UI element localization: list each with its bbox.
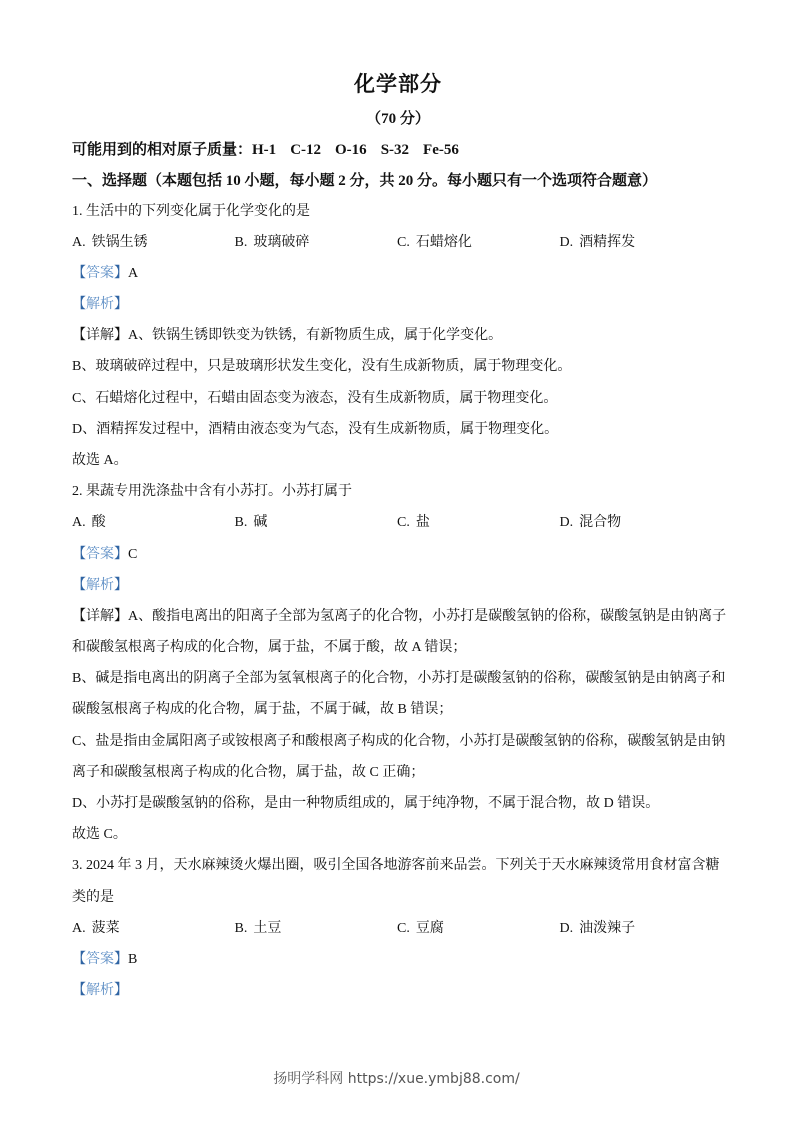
answer-value: A xyxy=(128,266,139,281)
question-2-stem: 2. 果蔬专用洗涤盐中含有小苏打。小苏打属于 xyxy=(72,484,352,499)
question-1-conclusion: 故选 A。 xyxy=(72,453,128,468)
atomic-mass-h: H-1 xyxy=(252,142,277,158)
atomic-mass-o: O-16 xyxy=(335,142,367,158)
question-2-detail-line: 【详解】A、酸指电离出的阳离子全部为氢离子的化合物，小苏打是碳酸氢钠的俗称，碳酸氢钠是由钠离子 xyxy=(72,609,727,624)
question-2-detail-line: B、碱是指电离出的阴离子全部为氢氧根离子的化合物，小苏打是碳酸氢钠的俗称，碳酸氢钠是由钠离子和 xyxy=(72,671,726,686)
question-3-options xyxy=(72,919,724,939)
option-c: C. 豆腐 xyxy=(397,921,444,936)
option-c: C. 石蜡熔化 xyxy=(397,235,472,250)
question-1-detail-line: D、酒精挥发过程中，酒精由液态变为气态，没有生成新物质，属于物理变化。 xyxy=(72,422,559,437)
option-b: B. 碱 xyxy=(234,515,268,530)
question-1-detail-line: B、玻璃破碎过程中，只是玻璃形状发生变化，没有生成新物质，属于物理变化。 xyxy=(72,359,572,374)
question-2-detail-line: 和碳酸氢根离子构成的化合物，属于盐，不属于酸，故 A 错误； xyxy=(72,640,467,655)
option-b: B. 玻璃破碎 xyxy=(234,235,310,250)
option-a: A. 酸 xyxy=(72,515,106,530)
question-1-detail-line: C、石蜡熔化过程中，石蜡由固态变为液态，没有生成新物质，属于物理变化。 xyxy=(72,391,558,406)
question-2-answer: 【答案】C xyxy=(72,547,138,562)
question-2-detail-line: C、盐是指由金属阳离子或铵根离子和酸根离子构成的化合物，小苏打是碳酸氢钠的俗称，碳酸氢钠是由钠 xyxy=(72,734,726,749)
option-b: B. 土豆 xyxy=(234,921,282,936)
question-1-answer: 【答案】A xyxy=(72,266,139,281)
footer-watermark: 扬明学科网 https://xue.ymbj88.com/ xyxy=(273,1071,520,1087)
question-2-detail-line: 碳酸氢根离子构成的化合物，属于盐，不属于碱，故 B 错误； xyxy=(72,702,453,717)
option-d: D. 油泼辣子 xyxy=(559,921,636,936)
option-c: C. 盐 xyxy=(397,515,430,530)
question-2-analysis-label: 【解析】 xyxy=(72,578,128,593)
answer-value: C xyxy=(128,547,138,562)
question-2-detail-line: 离子和碳酸氢根离子构成的化合物，属于盐，故 C 正确； xyxy=(72,765,425,780)
question-3-analysis-label: 【解析】 xyxy=(72,983,128,998)
question-3-stem-line: 类的是 xyxy=(72,890,114,905)
option-a: A. 菠菜 xyxy=(72,921,120,936)
question-2-detail-line: D、小苏打是碳酸氢钠的俗称，是由一种物质组成的，属于纯净物，不属于混合物，故 D 错误。 xyxy=(72,796,660,811)
option-d: D. 混合物 xyxy=(559,515,622,530)
section-heading: 一、选择题（本题包括 10 小题，每小题 2 分，共 20 分。每小题只有一个选项符合题意） xyxy=(72,173,658,189)
atomic-masses-label: 可能用到的相对原子质量： xyxy=(72,142,253,158)
question-3-answer: 【答案】B xyxy=(72,952,138,967)
section-score: （70 分） xyxy=(366,111,430,127)
question-2-conclusion: 故选 C。 xyxy=(72,827,127,842)
question-1-detail-line: 【详解】A、铁锅生锈即铁变为铁锈，有新物质生成，属于化学变化。 xyxy=(72,328,503,343)
option-a: A. 铁锅生锈 xyxy=(72,235,148,250)
page-title: 化学部分 xyxy=(354,72,442,96)
question-2-options xyxy=(72,513,724,533)
atomic-mass-c: C-12 xyxy=(290,142,322,158)
atomic-mass-fe: Fe-56 xyxy=(423,142,459,158)
atomic-mass-s: S-32 xyxy=(380,142,410,158)
question-3-stem-line: 3. 2024 年 3 月，天水麻辣烫火爆出圈，吸引全国各地游客前来品尝。下列关于天水麻辣烫常用食材富含糖 xyxy=(72,858,720,873)
question-1-stem: 1. 生活中的下列变化属于化学变化的是 xyxy=(72,204,310,219)
question-1-analysis-label: 【解析】 xyxy=(72,297,128,312)
atomic-masses xyxy=(72,140,724,160)
question-1-options xyxy=(72,233,724,253)
option-d: D. 酒精挥发 xyxy=(559,235,636,250)
answer-value: B xyxy=(128,952,138,967)
